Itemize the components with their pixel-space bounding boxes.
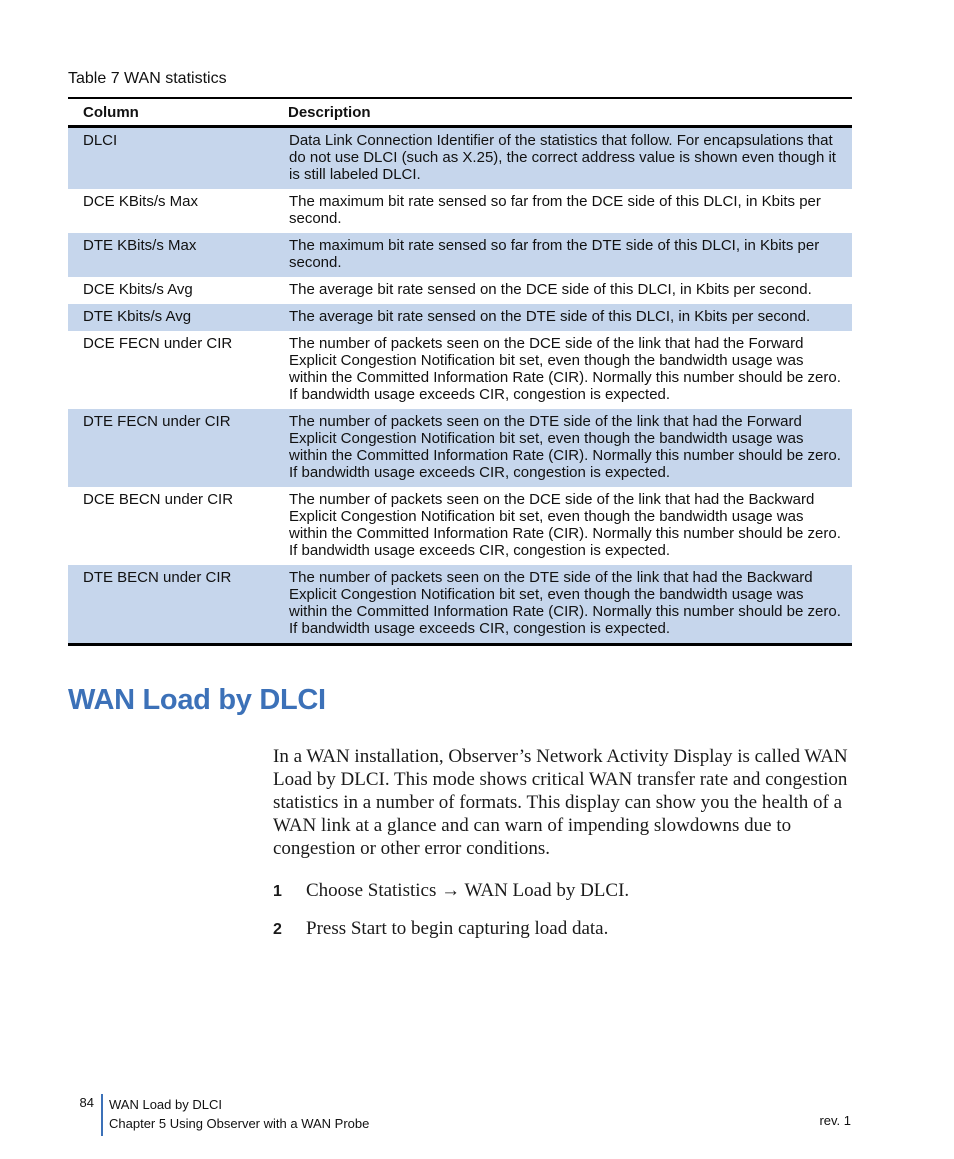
table-row <box>68 331 852 409</box>
row-column-cell: DTE KBits/s Max <box>68 233 288 277</box>
table-row <box>68 304 852 331</box>
step-item <box>273 918 608 940</box>
row-description-cell: Data Link Connection Identifier of the statistics that follow. For encapsulations that do not use DLCI (such as X.25), the correct address value is shown even though it is still labeled DLCI. <box>288 127 852 190</box>
column-header: Column <box>68 98 288 127</box>
row-column-cell: DCE KBits/s Max <box>83 193 199 210</box>
step-text: Press Start to begin capturing load data. <box>306 918 609 939</box>
description-header: Description <box>288 98 852 127</box>
footer-chapter: Chapter 5 Using Observer with a WAN Probe <box>109 1116 370 1131</box>
step-item <box>273 880 629 902</box>
row-description-cell: The number of packets seen on the DTE side of the link that had the Forward Explicit Congestion Notification bit set, even though the bandwidth usage was within the Committed Information Rate (CIR). Normally this number should be zero. If bandwidth usage exceeds CIR, congestion is expected. <box>288 409 852 487</box>
footer-running-title <box>109 1095 369 1133</box>
row-description-cell: The maximum bit rate sensed so far from the DCE side of this DLCI, in Kbits per second. <box>289 193 821 227</box>
row-column-cell: DCE FECN under CIR <box>83 335 233 352</box>
table-row <box>68 127 852 190</box>
row-column-cell: DLCI <box>68 127 288 190</box>
row-column-cell: DTE Kbits/s Avg <box>68 304 288 331</box>
step-number: 2 <box>273 921 282 938</box>
page-number: 84 <box>79 1095 94 1110</box>
section-paragraph: In a WAN installation, Observer’s Network Activity Display is called WAN Load by DLCI. This mode shows critical WAN transfer rate and congestion statistics in a number of formats. This display can show you the health of a WAN link at a glance and can warn of impending slowdowns due to congestion or other error conditions. <box>273 746 848 859</box>
step-text: Choose Statistics → WAN Load by DLCI. <box>306 880 630 901</box>
section-heading: WAN Load by DLCI <box>68 684 326 716</box>
table-row <box>68 277 852 304</box>
footer-revision: rev. 1 <box>819 1113 851 1128</box>
table-row <box>68 565 852 645</box>
wan-statistics-table <box>68 97 852 646</box>
row-column-cell: DTE BECN under CIR <box>68 565 288 645</box>
table-row <box>68 409 852 487</box>
table-row <box>68 189 852 233</box>
footer-section-title: WAN Load by DLCI <box>109 1097 222 1112</box>
step-number: 1 <box>273 883 282 900</box>
row-description-cell: The average bit rate sensed on the DCE side of this DLCI, in Kbits per second. <box>289 281 812 298</box>
row-description-cell: The maximum bit rate sensed so far from the DTE side of this DLCI, in Kbits per second. <box>288 233 852 277</box>
table-row <box>68 233 852 277</box>
footer-divider <box>101 1094 103 1136</box>
row-description-cell: The number of packets seen on the DTE side of the link that had the Backward Explicit Congestion Notification bit set, even though the bandwidth usage was within the Committed Information Rate (CIR). Normally this number should be zero. If bandwidth usage exceeds CIR, congestion is expected. <box>288 565 852 645</box>
row-description-cell: The average bit rate sensed on the DTE side of this DLCI, in Kbits per second. <box>288 304 852 331</box>
row-description-cell: The number of packets seen on the DCE side of the link that had the Forward Explicit Congestion Notification bit set, even though the bandwidth usage was within the Committed Information Rate (CIR). Normally this number should be zero. If bandwidth usage exceeds CIR, congestion is expected. <box>289 335 841 403</box>
row-description-cell: The number of packets seen on the DCE side of the link that had the Backward Explicit Congestion Notification bit set, even though the bandwidth usage was within the Committed Information Rate (CIR). Normally this number should be zero. If bandwidth usage exceeds CIR, congestion is expected. <box>289 491 841 559</box>
row-column-cell: DCE Kbits/s Avg <box>83 281 193 298</box>
table-row <box>68 487 852 565</box>
row-column-cell: DTE FECN under CIR <box>68 409 288 487</box>
table-header-row <box>68 98 852 127</box>
row-column-cell: DCE BECN under CIR <box>83 491 234 508</box>
table-caption: Table 7 WAN statistics <box>68 70 227 87</box>
